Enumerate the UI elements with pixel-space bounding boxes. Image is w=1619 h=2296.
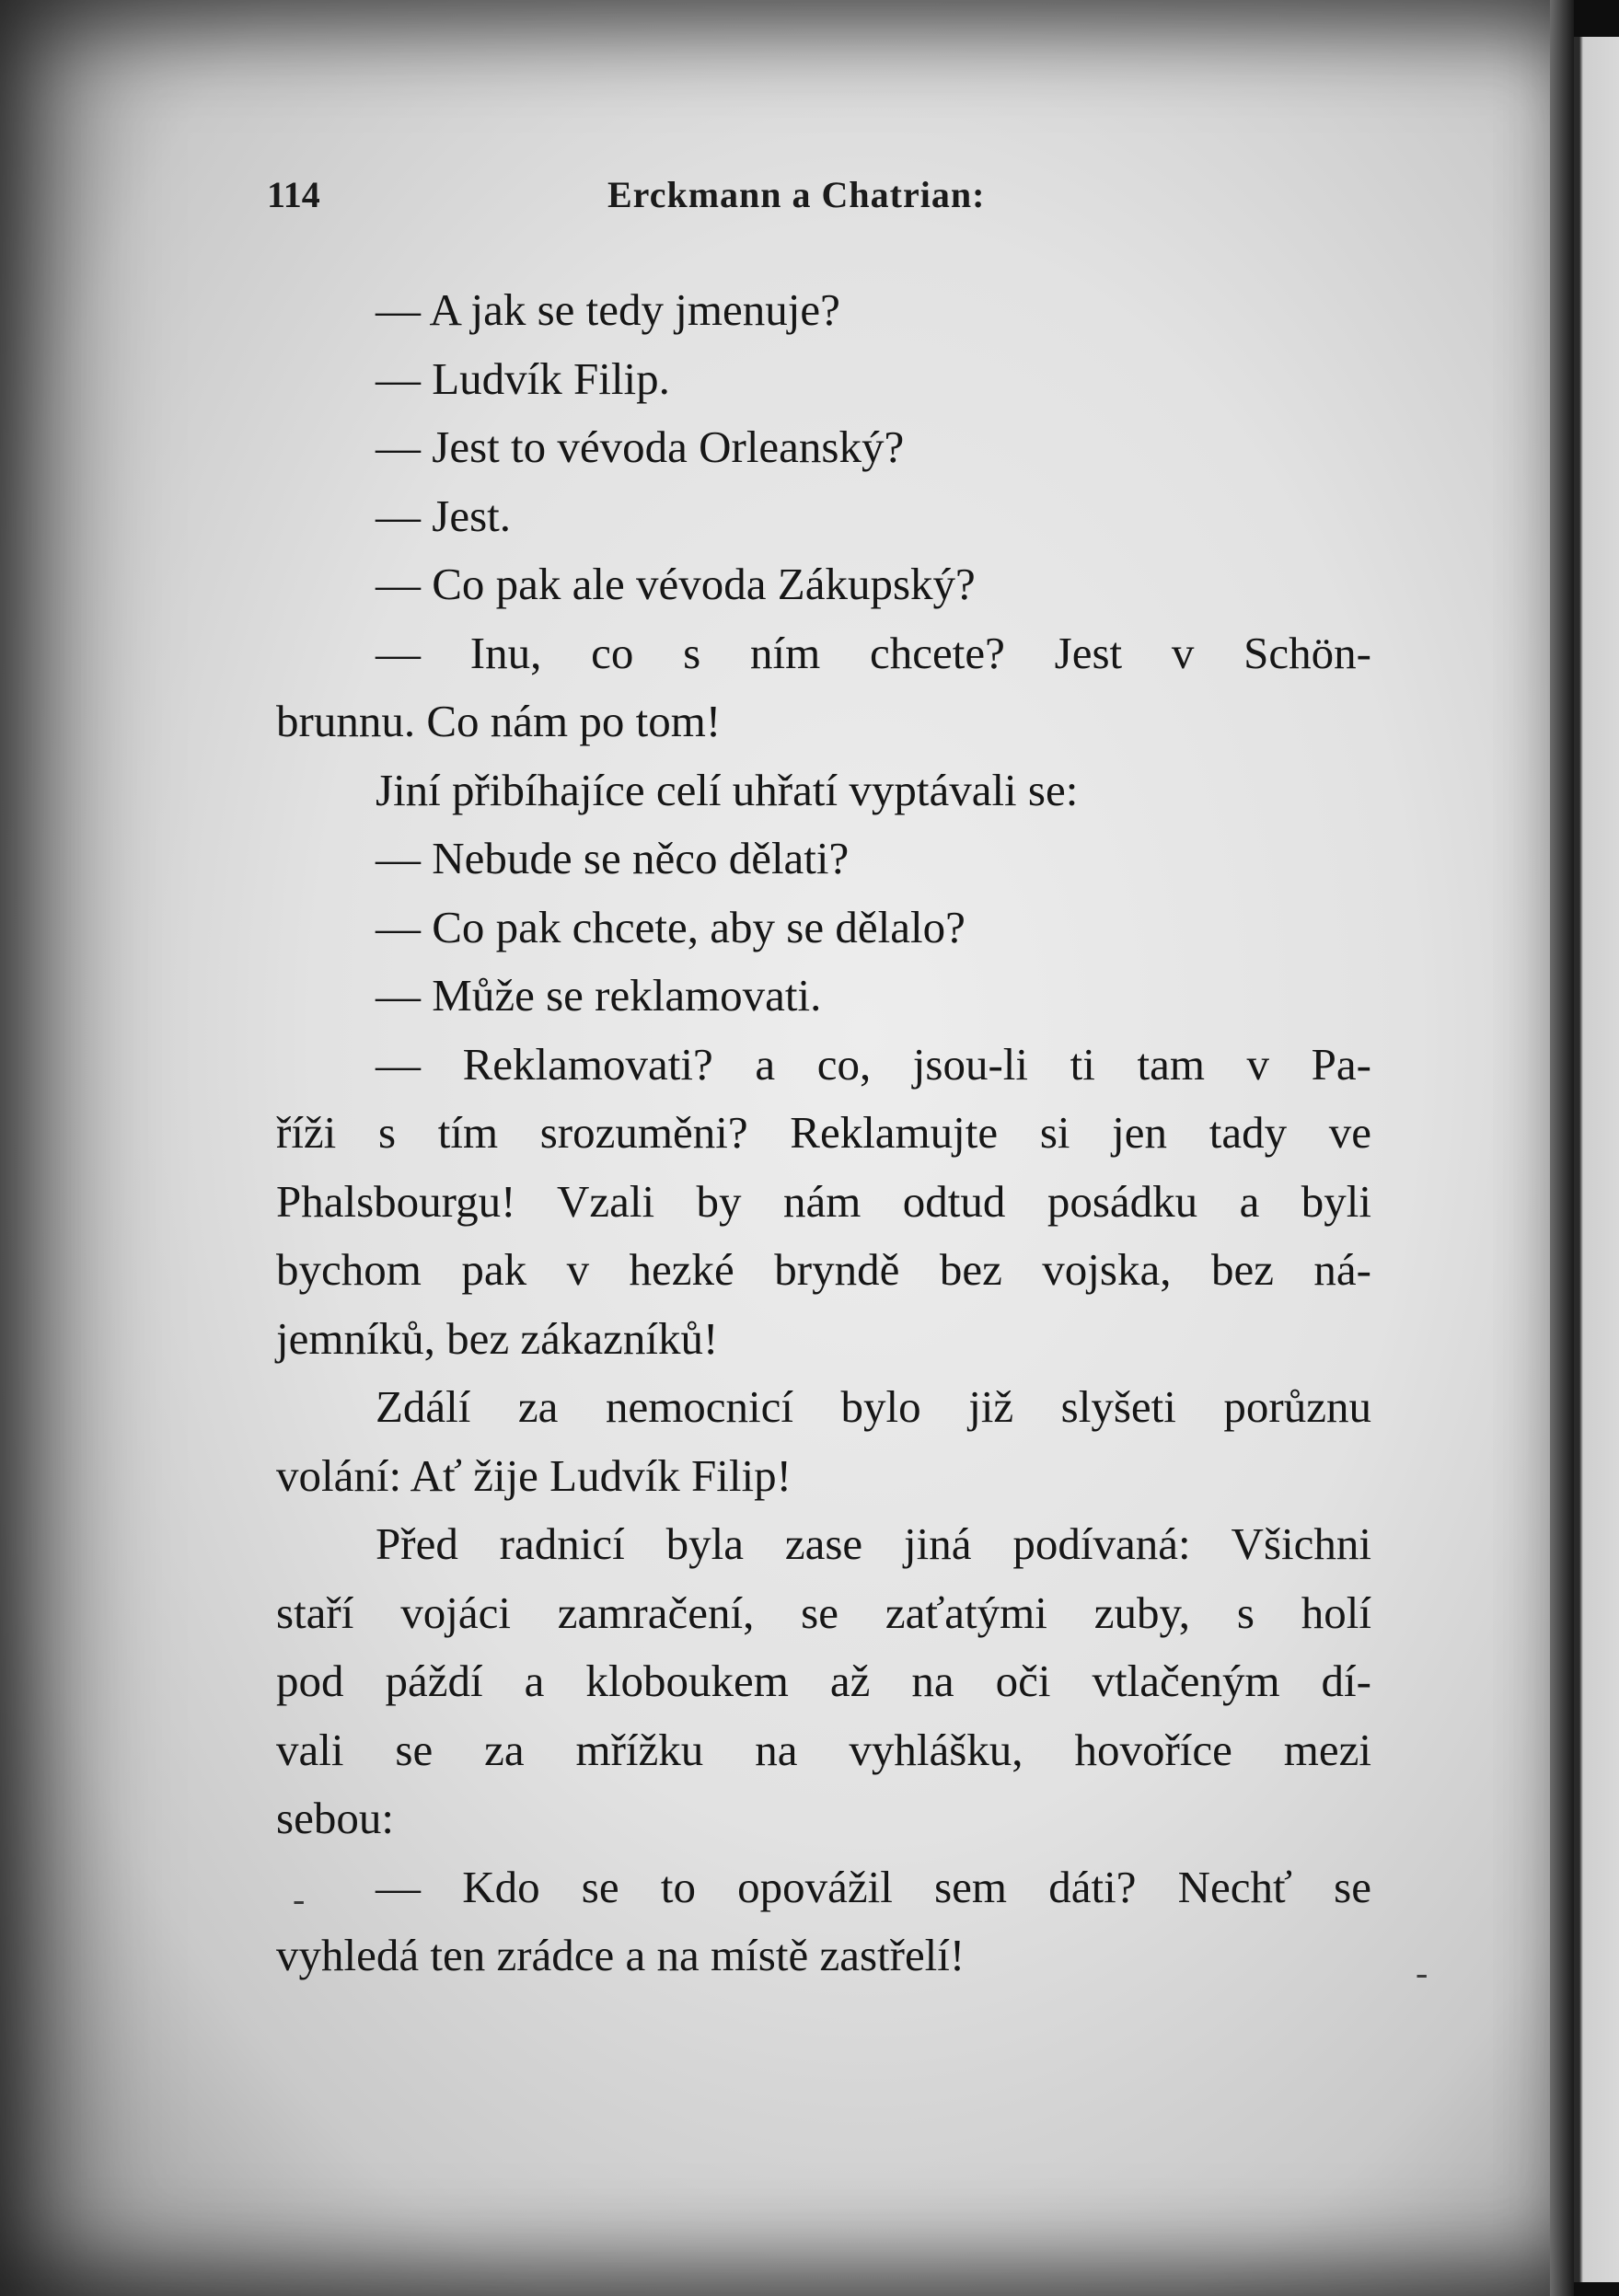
text-line: — Inu, co s ním chcete? Jest v Schön-: [376, 627, 1371, 678]
running-header: [267, 173, 1371, 228]
print-speck: -: [1416, 1952, 1428, 1993]
print-speck: -: [293, 1878, 306, 1920]
text-line: — Reklamovati? a co, jsou-li ti tam v Pa-: [376, 1038, 1371, 1090]
text-line: brunnu. Co nám po tom!: [276, 696, 722, 746]
text-line: Zdálí za nemocnicí bylo již slyšeti porůznu: [376, 1381, 1371, 1432]
text-line: pod páždí a kloboukem až na oči vtlačeným dí-: [276, 1656, 1371, 1706]
text-line: — Může se reklamovati.: [376, 970, 822, 1021]
text-line: sebou:: [276, 1793, 394, 1843]
body-text: [276, 276, 1371, 1990]
text-line: Jiní přibíhajíce celí uhřatí vyptávali se:: [376, 764, 1079, 815]
text-line: — Nebude se něco dělati?: [376, 833, 850, 883]
text-line: Před radnicí byla zase jiná podívaná: Všichni: [376, 1518, 1371, 1569]
adjacent-page-edge: [1574, 37, 1619, 2282]
text-line: Phalsbourgu! Vzali by nám odtud posádku a byli: [276, 1175, 1371, 1227]
text-line: — Kdo se to opovážil sem dáti? Nechť se: [376, 1861, 1371, 1912]
text-line: — Ludvík Filip.: [376, 352, 670, 404]
text-line: — Jest to vévoda Orleanský?: [376, 421, 905, 472]
text-line: — Co pak chcete, aby se dělalo?: [376, 901, 966, 952]
text-line: — Jest.: [376, 490, 511, 541]
text-line: volání: Ať žije Ludvík Filip!: [276, 1449, 792, 1501]
text-line: — Co pak ale vévoda Zákupský?: [376, 559, 976, 609]
text-line: vali se za mřížku na vyhlášku, hovoříce mezi: [276, 1724, 1371, 1775]
text-line: bychom pak v hezké bryndě bez vojska, bez ná-: [276, 1244, 1371, 1295]
text-line: jemníků, bez zákazníků!: [276, 1312, 719, 1364]
text-line: říži s tím srozuměni? Reklamujte si jen tady ve: [276, 1107, 1371, 1158]
text-line: — A jak se tedy jmenuje?: [376, 284, 840, 335]
text-line: staří vojáci zamračení, se zaťatými zuby, s holí: [276, 1586, 1371, 1638]
running-title: Erckmann a Chatrian:: [607, 174, 986, 215]
text-line: vyhledá ten zrádce a na místě zastřelí!: [276, 1930, 966, 1980]
page-number: 114: [267, 174, 320, 215]
page-gutter-shadow: [1550, 0, 1574, 2296]
